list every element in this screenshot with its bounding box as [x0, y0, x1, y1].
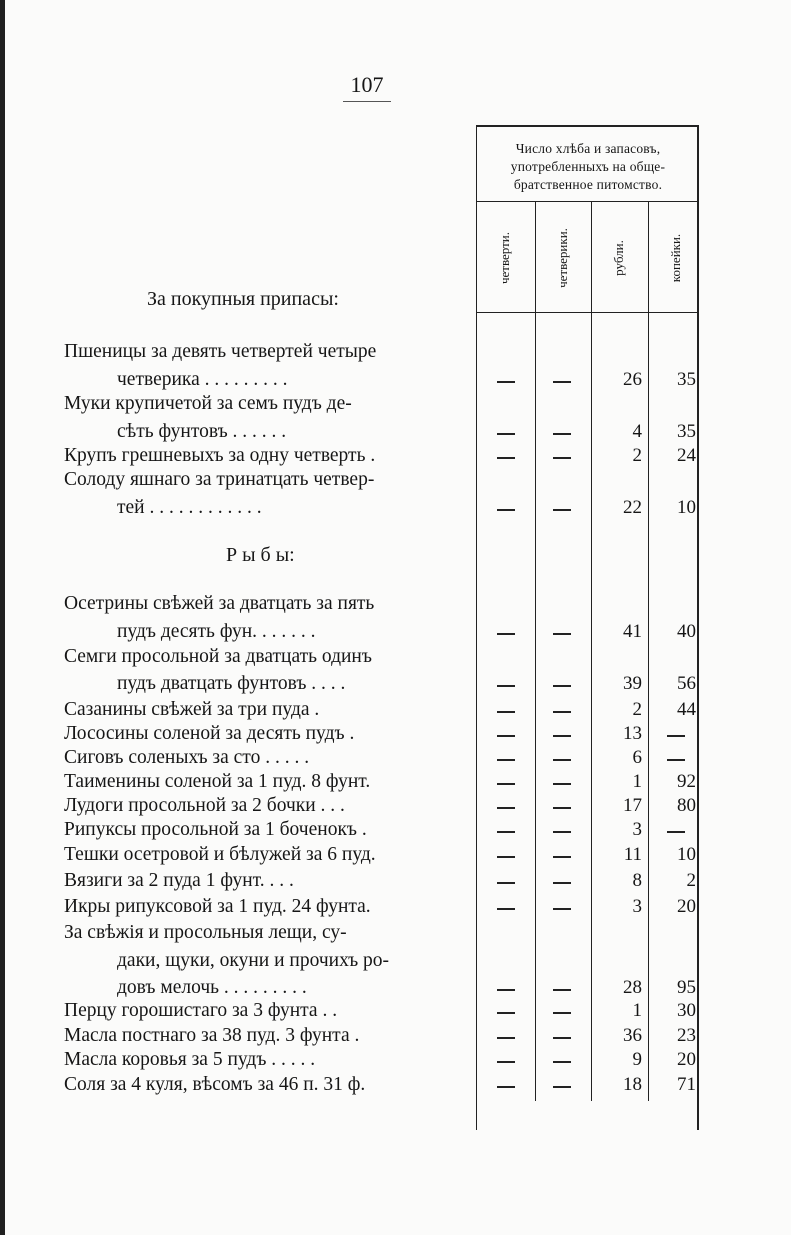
cell-kopeiki: 71 — [677, 1074, 696, 1095]
cell-chetveriki-dash — [553, 1086, 571, 1088]
entry-text-continuation: тей . . . . . . . . . . . . — [117, 497, 262, 518]
page-number: 107 — [350, 72, 384, 97]
table-columns-rule — [476, 312, 699, 313]
cell-rubli: 18 — [623, 1074, 642, 1095]
cell-kopeiki-dash — [667, 759, 685, 761]
cell-kopeiki-dash — [667, 831, 685, 833]
table-header — [478, 140, 698, 194]
cell-rubli: 3 — [632, 819, 642, 840]
entry-text: Масла коровья за 5 пудъ . . . . . — [64, 1049, 316, 1070]
cell-chetverti-dash — [497, 783, 515, 785]
cell-chetveriki-dash — [553, 433, 571, 435]
entry-text: Таименины соленой за 1 пуд. 8 фунт. — [64, 771, 371, 792]
cell-chetverti-dash — [497, 1061, 515, 1063]
section-heading: За покупныя припасы: — [147, 288, 339, 310]
entry-text: Лудоги просольной за 2 бочки . . . — [64, 795, 345, 816]
cell-chetveriki-dash — [553, 381, 571, 383]
table-left-border — [476, 125, 477, 1130]
cell-rubli: 36 — [623, 1025, 642, 1046]
cell-chetverti-dash — [497, 457, 515, 459]
column-header-kopeiki: копейки. — [668, 233, 683, 283]
column-header-rubli: рубли. — [611, 240, 626, 276]
cell-chetveriki-dash — [553, 1061, 571, 1063]
cell-rubli: 39 — [623, 673, 642, 694]
cell-rubli: 28 — [623, 977, 642, 998]
entry-text-continuation: даки, щуки, окуни и прочихъ ро- — [117, 950, 390, 971]
column-divider-2 — [591, 201, 592, 1101]
cell-chetveriki-dash — [553, 685, 571, 687]
entry-text: Семги просольной за дватцать одинъ — [64, 646, 372, 667]
cell-rubli: 17 — [623, 795, 642, 816]
entry-text-continuation: сѣть фунтовъ . . . . . . — [117, 421, 287, 442]
cell-kopeiki: 80 — [677, 795, 696, 816]
entry-text: Лососины соленой за десять пудъ . — [64, 723, 355, 744]
cell-rubli: 1 — [632, 1000, 642, 1021]
column-divider-3 — [648, 201, 649, 1101]
cell-chetverti-dash — [497, 759, 515, 761]
table-top-border — [476, 125, 699, 127]
cell-chetveriki-dash — [553, 1012, 571, 1014]
entry-text: Муки крупичетой за семъ пудъ де- — [64, 393, 352, 414]
column-divider-1 — [535, 201, 536, 1101]
entry-text-continuation: довъ мелочь . . . . . . . . . — [117, 977, 307, 998]
cell-rubli: 22 — [623, 497, 642, 518]
cell-chetveriki-dash — [553, 759, 571, 761]
entry-text: Тешки осетровой и бѣлужей за 6 пуд. — [64, 844, 376, 865]
table-header-line: Число хлѣба и запасовъ, — [515, 141, 661, 156]
cell-rubli: 6 — [632, 747, 642, 768]
cell-rubli: 13 — [623, 723, 642, 744]
cell-chetveriki-dash — [553, 856, 571, 858]
entry-text: Осетрины свѣжей за дватцать за пять — [64, 593, 375, 614]
cell-rubli: 11 — [623, 844, 642, 865]
cell-rubli: 3 — [632, 896, 642, 917]
cell-chetverti-dash — [497, 1037, 515, 1039]
cell-chetverti-dash — [497, 989, 515, 991]
cell-kopeiki: 10 — [677, 497, 696, 518]
cell-rubli: 9 — [632, 1049, 642, 1070]
cell-kopeiki: 20 — [677, 896, 696, 917]
cell-rubli: 8 — [632, 870, 642, 891]
entry-text-continuation: четверика . . . . . . . . . — [117, 369, 288, 390]
cell-chetveriki-dash — [553, 882, 571, 884]
cell-kopeiki: 44 — [677, 699, 696, 720]
cell-chetverti-dash — [497, 807, 515, 809]
page-number-rule — [343, 101, 391, 102]
entry-text: Пшеницы за девять четвертей четыре — [64, 341, 377, 362]
entry-text: Соля за 4 куля, вѣсомъ за 46 п. 31 ф. — [64, 1074, 366, 1095]
cell-chetverti-dash — [497, 882, 515, 884]
cell-rubli: 2 — [632, 699, 642, 720]
cell-chetverti-dash — [497, 1086, 515, 1088]
cell-chetveriki-dash — [553, 989, 571, 991]
cell-chetveriki-dash — [553, 1037, 571, 1039]
entry-text-continuation: пудъ десять фун. . . . . . . — [117, 621, 316, 642]
entry-text: Перцу горошистаго за 3 фунта . . — [64, 1000, 338, 1021]
cell-chetverti-dash — [497, 1012, 515, 1014]
page-edge — [0, 0, 5, 1235]
cell-rubli: 26 — [623, 369, 642, 390]
entry-text: Солоду яшнаго за тринатцать четвер- — [64, 469, 375, 490]
cell-chetveriki-dash — [553, 711, 571, 713]
cell-kopeiki: 2 — [686, 870, 696, 891]
cell-kopeiki-dash — [667, 735, 685, 737]
cell-chetveriki-dash — [553, 457, 571, 459]
cell-chetverti-dash — [497, 381, 515, 383]
column-header-chetveriki: четверики. — [555, 228, 570, 288]
cell-rubli: 2 — [632, 445, 642, 466]
cell-kopeiki: 35 — [677, 369, 696, 390]
section-heading: Р ы б ы: — [226, 544, 295, 566]
entry-text: За свѣжія и просольныя лещи, су- — [64, 922, 347, 943]
table-header-rule — [476, 201, 699, 202]
cell-chetverti-dash — [497, 908, 515, 910]
entry-text: Крупъ грешневыхъ за одну четверть . — [64, 445, 376, 466]
cell-chetverti-dash — [497, 509, 515, 511]
cell-kopeiki: 20 — [677, 1049, 696, 1070]
entry-text: Вязиги за 2 пуда 1 фунт. . . . — [64, 870, 294, 891]
table-right-border — [697, 125, 699, 1130]
cell-chetverti-dash — [497, 685, 515, 687]
cell-kopeiki: 92 — [677, 771, 696, 792]
cell-chetveriki-dash — [553, 509, 571, 511]
cell-chetverti-dash — [497, 831, 515, 833]
cell-kopeiki: 35 — [677, 421, 696, 442]
cell-chetverti-dash — [497, 856, 515, 858]
cell-kopeiki: 56 — [677, 673, 696, 694]
cell-kopeiki: 24 — [677, 445, 696, 466]
entry-text-continuation: пудъ дватцать фунтовъ . . . . — [117, 673, 346, 694]
cell-rubli: 1 — [632, 771, 642, 792]
cell-kopeiki: 40 — [677, 621, 696, 642]
cell-chetverti-dash — [497, 735, 515, 737]
entry-text: Сазанины свѣжей за три пуда . — [64, 699, 320, 720]
cell-chetveriki-dash — [553, 783, 571, 785]
cell-chetveriki-dash — [553, 735, 571, 737]
cell-chetverti-dash — [497, 433, 515, 435]
entry-text: Масла постнаго за 38 пуд. 3 фунта . — [64, 1025, 360, 1046]
cell-chetverti-dash — [497, 711, 515, 713]
cell-kopeiki: 30 — [677, 1000, 696, 1021]
cell-rubli: 41 — [623, 621, 642, 642]
cell-chetverti-dash — [497, 633, 515, 635]
entry-text: Сиговъ соленыхъ за сто . . . . . — [64, 747, 310, 768]
cell-chetveriki-dash — [553, 908, 571, 910]
entry-text: Икры рипуксовой за 1 пуд. 24 фунта. — [64, 896, 371, 917]
cell-chetveriki-dash — [553, 831, 571, 833]
entry-text: Рипуксы просольной за 1 боченокъ . — [64, 819, 367, 840]
table-header-line: употребленныхъ на обще- — [510, 159, 666, 174]
cell-kopeiki: 10 — [677, 844, 696, 865]
cell-chetveriki-dash — [553, 807, 571, 809]
cell-chetveriki-dash — [553, 633, 571, 635]
cell-rubli: 4 — [632, 421, 642, 442]
cell-kopeiki: 23 — [677, 1025, 696, 1046]
table-header-line: братственное питомство. — [513, 177, 663, 192]
cell-kopeiki: 95 — [677, 977, 696, 998]
column-header-chetverti: четверти. — [497, 231, 512, 285]
